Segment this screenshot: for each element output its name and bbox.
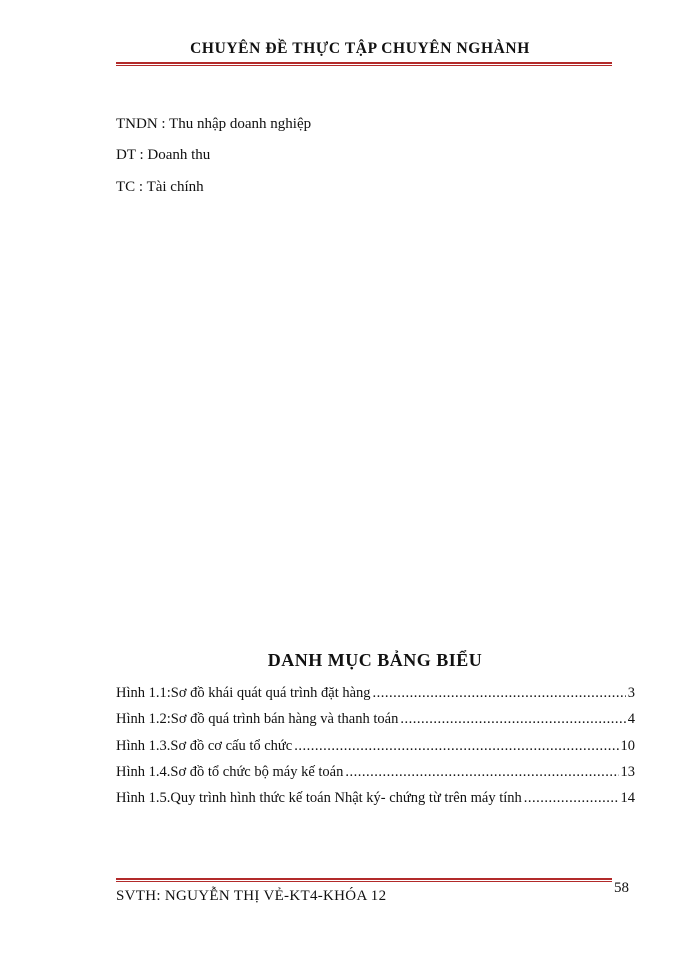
- toc-label: Hình 1.1:Sơ đồ khái quát quá trình đặt hàng: [116, 685, 371, 702]
- toc-leader-dots: [400, 711, 625, 728]
- abbreviation-tc: TC : Tài chính: [116, 179, 204, 195]
- toc-row[interactable]: [116, 755, 635, 781]
- toc-page-number: 10: [620, 737, 635, 754]
- toc-leader-dots: [294, 738, 618, 755]
- table-of-figures: [116, 676, 635, 807]
- abbreviation-dt: DT : Doanh thu: [116, 147, 211, 163]
- footer-rule: [116, 878, 612, 882]
- toc-page-number: 13: [620, 763, 635, 780]
- toc-leader-dots: [345, 764, 618, 781]
- toc-row[interactable]: [116, 728, 635, 754]
- toc-row[interactable]: [116, 702, 635, 728]
- toc-page-number: 4: [627, 711, 635, 728]
- section-title: DANH MỤC BẢNG BIỂU: [267, 650, 483, 670]
- toc-label: Hình 1.5.Quy trình hình thức kế toán Nhật ký- chứng từ trên máy tính: [116, 789, 522, 806]
- toc-label: Hình 1.3.Sơ đồ cơ cấu tổ chức: [116, 737, 293, 754]
- toc-page-number: 14: [620, 789, 635, 806]
- toc-label: Hình 1.2:Sơ đồ quá trình bán hàng và thanh toán: [116, 711, 399, 728]
- page-header-title: CHUYÊN ĐỀ THỰC TẬP CHUYÊN NGHÀNH: [190, 40, 530, 57]
- page-number: 58: [614, 880, 629, 896]
- toc-page-number: 3: [627, 685, 635, 702]
- toc-leader-dots: [373, 685, 626, 702]
- toc-leader-dots: [524, 790, 619, 807]
- footer-author: SVTH: NGUYỄN THỊ VẺ-KT4-KHÓA 12: [116, 888, 387, 904]
- toc-row[interactable]: [116, 781, 635, 807]
- abbreviation-tndn: TNDN : Thu nhập doanh nghiệp: [116, 116, 312, 132]
- header-rule: [116, 62, 612, 66]
- toc-row[interactable]: [116, 676, 635, 702]
- toc-label: Hình 1.4.Sơ đồ tổ chức bộ máy kế toán: [116, 763, 344, 780]
